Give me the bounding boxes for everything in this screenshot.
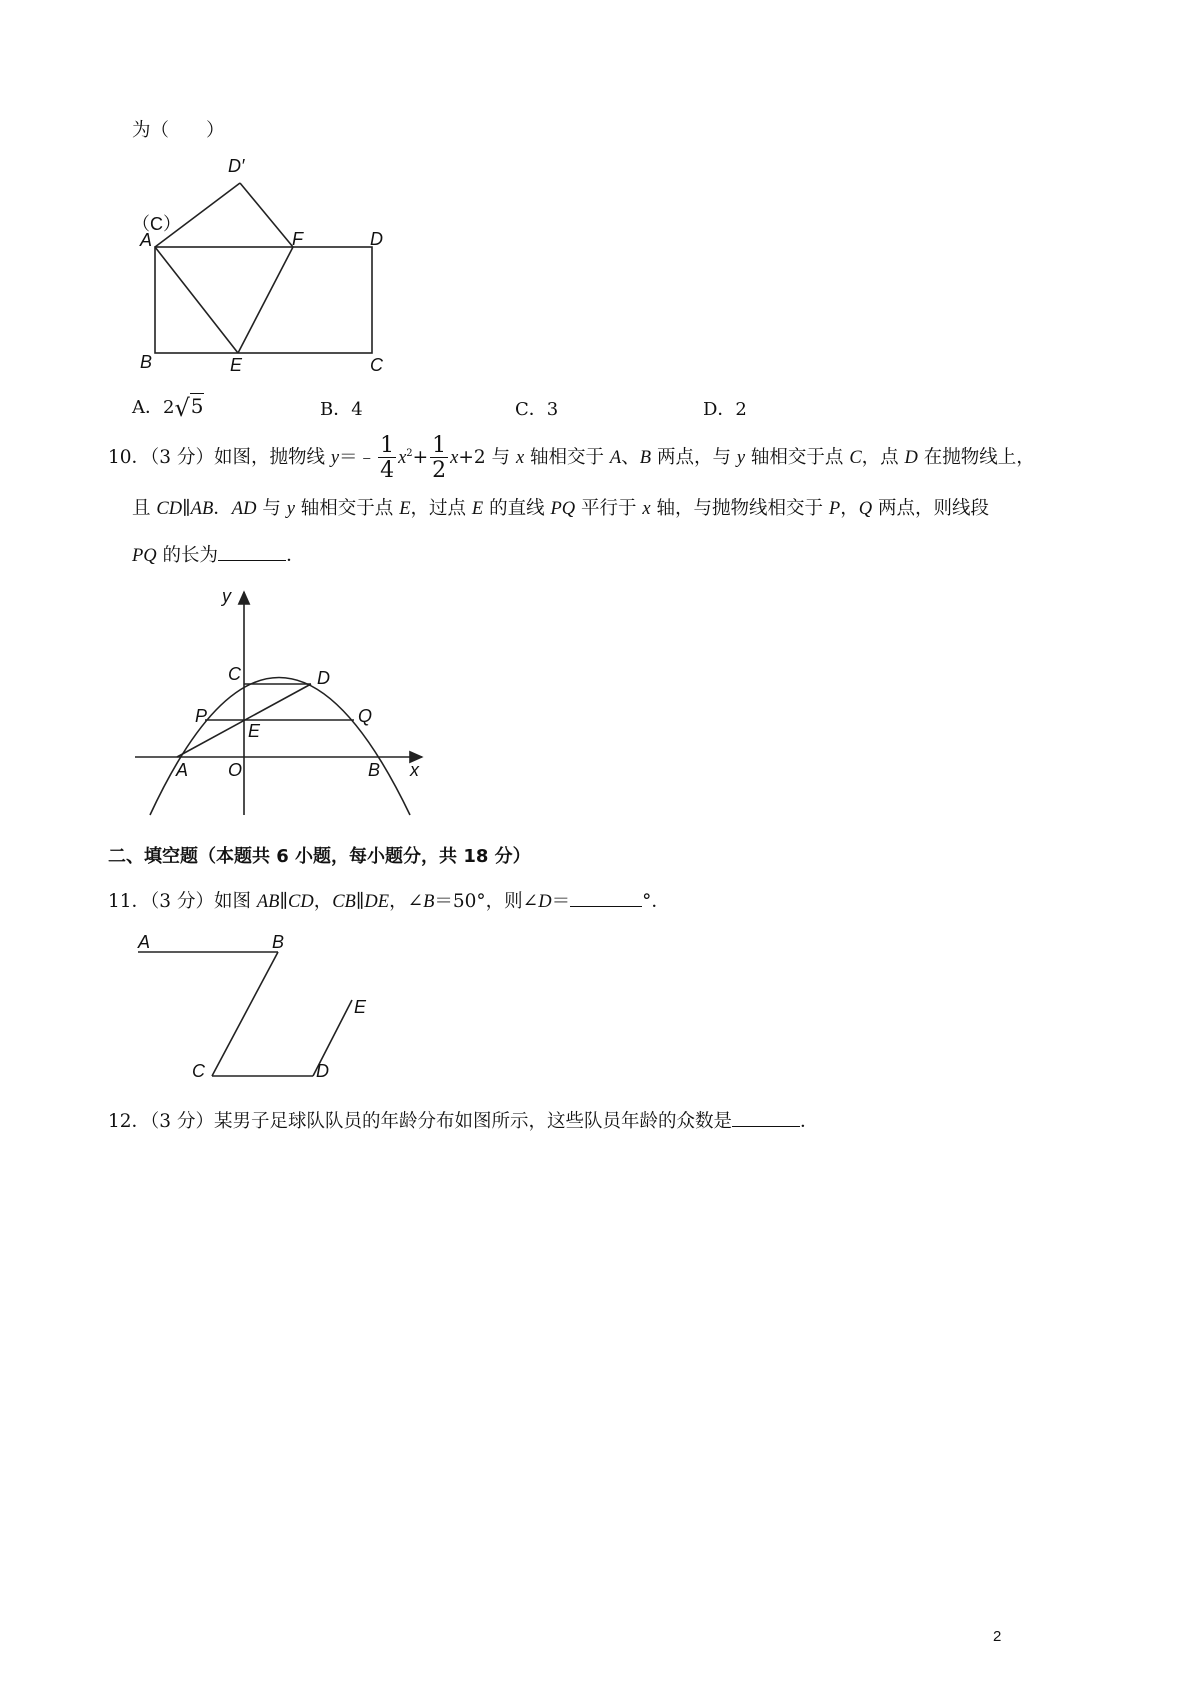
q9-rectangle	[155, 247, 372, 353]
q10-line2: 且 CD∥AB．AD 与 y 轴相交于点 E，过点 E 的直线 PQ 平行于 x 轴，与抛物线相交于 P，Q 两点，则线段	[132, 498, 989, 519]
q9-choice-B: B．4	[320, 399, 363, 420]
q10-fraction-1-2: $\frac{1}{2}$	[432, 432, 447, 483]
q11-label-C: C	[192, 1061, 205, 1081]
q11-label-D: D	[316, 1061, 329, 1081]
q9-segment-EF	[238, 247, 293, 353]
q11-figure	[130, 925, 390, 1090]
q10-figure	[130, 580, 430, 820]
q9-label-E: E	[230, 355, 243, 375]
q10-label-P: P	[195, 706, 208, 726]
q9-label-C: C	[370, 355, 383, 375]
q10-label-D: D	[317, 668, 330, 688]
q9-label-B: B	[140, 352, 153, 372]
q9-label-C-paren: （C）	[132, 214, 181, 234]
q9-segment-AE	[155, 247, 238, 353]
q10-label-O: O	[228, 760, 243, 780]
q10-fraction-1-4: $\frac{1}{4}$	[380, 432, 395, 483]
q11-label-A: A	[138, 932, 151, 952]
q10-label-A: A	[176, 760, 189, 780]
page-number: 2	[993, 1628, 1002, 1645]
q12-text: 12．（3 分）某男子足球队队员的年龄分布如图所示，这些队员年龄的众数是 ．	[108, 1107, 818, 1133]
sqrt-symbol: √5	[174, 394, 204, 422]
q9-label-F: F	[292, 229, 303, 249]
q11-text: 11．（3 分）如图 AB∥CD，CB∥DE，∠B＝50°，则∠D＝ °．	[108, 887, 670, 913]
q9-figure	[130, 150, 400, 380]
q11-label-B: B	[272, 932, 285, 952]
q9-label-A: A	[140, 230, 153, 250]
q12-answer-blank[interactable]	[732, 1108, 800, 1127]
q10-label-C: C	[228, 664, 241, 684]
q11-segment-BC	[212, 952, 278, 1076]
q10-answer-blank[interactable]	[218, 542, 286, 561]
q10-line3: PQ 的长为 ．	[132, 541, 305, 567]
q9-choice-C: C．3	[515, 399, 559, 420]
q10-label-B: B	[368, 760, 381, 780]
q11-label-E: E	[354, 997, 367, 1017]
q10-label-x: x	[410, 760, 419, 780]
q9-choice-A-prefix: A．2	[132, 397, 175, 418]
q11-answer-blank[interactable]	[570, 888, 642, 907]
section-title: 二、填空题（本题共 6 小题，每小题分，共 18 分）	[108, 846, 531, 867]
q9-choice-D: D．2	[703, 399, 747, 420]
q9-label-D: D	[370, 229, 383, 249]
q9-tail: 为（ ）	[132, 120, 225, 141]
q9-choice-A	[132, 393, 204, 422]
q10-line1: 10．（3 分）如图，抛物线 y＝﹣ $\frac{1}{4}$ $x^2+$ $\frac{1}{2}$ x+2 与 x 轴相交于 A、B 两点，与 y 轴相交于点 C，点 D 在抛物线上，	[108, 432, 1035, 483]
q10-label-y: y	[222, 586, 231, 606]
q10-parabola	[150, 678, 410, 816]
q10-label-E: E	[248, 721, 261, 741]
q9-label-Dprime: D′	[228, 156, 245, 176]
q9-choice-A-radicand: 5	[190, 394, 204, 418]
q10-label-Q: Q	[358, 706, 373, 726]
q9-segment-D'F	[240, 183, 293, 247]
